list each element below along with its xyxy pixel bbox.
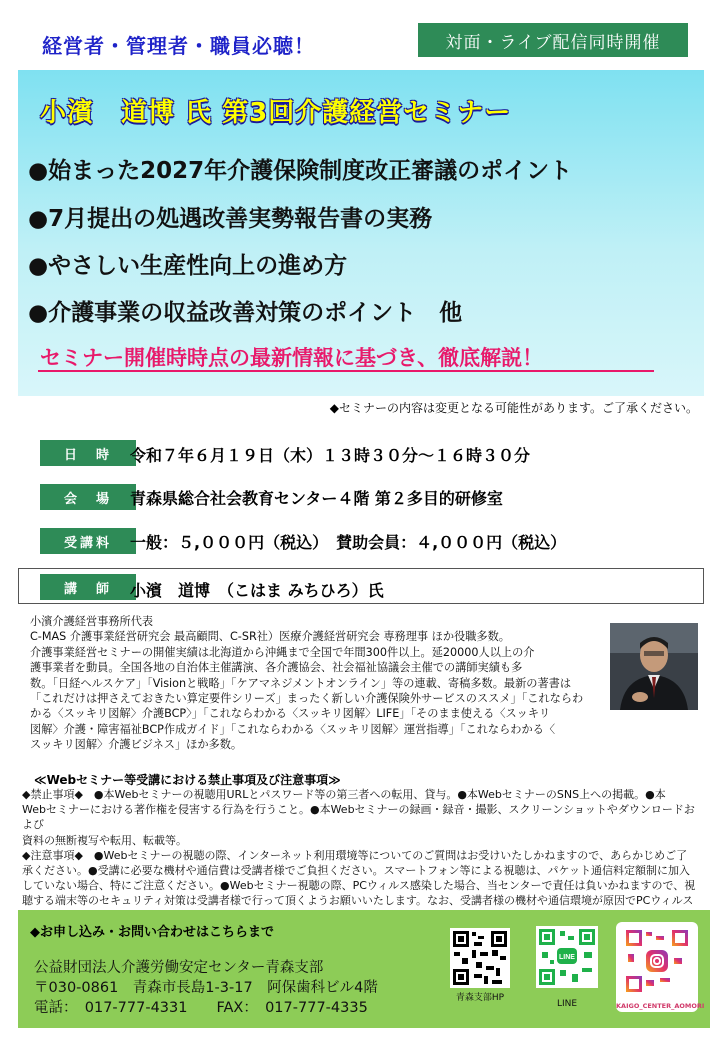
person-icon [610,623,698,710]
prohibition-line: ◆禁止事項◆ ●本Webセミナーの視聴用URLとパスワード等の第三者への転用、貸与。●本WebセミナーのSNS上への掲載。●本 [22,788,666,801]
bullet-icon: ● [28,300,49,326]
prohibition-line: 聴する端末等のセキュリティ対策は受講者様で行って頂くようお願いいたします。なお、受講者様の機材や通信環境が原因でPCウィルス [22,894,694,908]
lecturer-name: 小濱 道博 （こはま みちひろ）氏 [130,581,384,600]
hp-qr-caption: 青森支部HP [455,993,505,1003]
topic-point [28,152,572,185]
fee-label: 受講料 [40,528,136,554]
bio-line: 小濱介護経営事務所代表 [30,615,154,628]
venue-label: 会 場 [40,484,136,510]
instagram-qr-icon [616,922,698,996]
topic-text: 7月提出の処遇改善実勢報告書の実務 [48,206,433,232]
topic-point [28,294,462,327]
line-qr-caption: LINE [556,999,578,1009]
date-value: 令和７年６月１９日（木）１３時３０分～１６時３０分 [130,446,531,465]
prohibition-line: 承ください。●受講に必要な機材や通信費は受講者様でご負担ください。スマートフォン等による視聴は、パケット通信料定額制に加入 [22,864,690,878]
prohibitions-title: ≪Webセミナー等受講における禁止事項及び注意事項≫ [34,773,341,787]
bullet-icon: ● [28,206,49,232]
hp-qr-code[interactable] [450,928,510,988]
topic-text: 介護事業の収益改善対策のポイント 他 [48,300,463,326]
line-logo-text: LINE [559,954,575,961]
bio-line: 護事業者を動員。全国各地の自治体主催講演、各介護協会、社会福祉協議会主催での講師実績も多 [30,661,523,675]
topic-point [28,247,347,280]
prohibition-line: 資料の無断複写や転用、転載等。 [22,833,187,847]
contact-org: 公益財団法人介護労働安定センター青森支部 [34,960,324,976]
lead-text: 経営者・管理者・職員必聴！ [42,34,315,58]
fee-value: 一般：５,０００円（税込） 賛助会員：４,０００円（税込） [130,533,567,552]
emphasis-text: セミナー開催時時点の最新情報に基づき、徹底解説！ [40,346,544,370]
topic-text: 始まった2027年介護保険制度改正審議のポイント [48,158,573,184]
qr-code-icon [450,928,510,988]
topic-text: やさしい生産性向上の進め方 [48,253,348,279]
date-label: 日 時 [40,440,136,466]
line-qr-icon [536,926,598,988]
topic-point [28,200,432,233]
bio-line: かる〈スッキリ図解〉介護BCP〉」「これならわかる〈スッキリ図解〉LIFE」「そのまま使える〈スッキリ [30,707,551,721]
contact-address: 〒030-0861 青森市長島1-3-17 阿保歯科ビル4階 [34,980,378,996]
lecturer-label: 講 師 [40,574,136,600]
format-badge: 対面・ライブ配信同時開催 [418,23,688,57]
contact-heading: ◆お申し込み・お問い合わせはこちらまで [30,925,274,940]
prohibition-line: Webセミナーにおける著作権を侵害する行為を行うこと。●本Webセミナーの録画・録音・撮影、スクリーンショットやダウンロードおよび [22,803,695,832]
change-notice: ◆セミナーの内容は変更となる可能性があります。ご了承ください。 [329,401,698,415]
bullet-icon: ● [28,158,49,184]
bio-line: スッキリ図解〉介護ビジネス」ほか多数。 [30,738,243,752]
lecturer-photo [610,623,698,710]
bio-line: 図解〉介護・障害福祉BCP作成ガイド」「これならわかる〈スッキリ図解〉運営指導」「これならわかる〈 [30,722,556,736]
instagram-caption: KAIGO_CENTER_AOMORI [616,1002,705,1010]
seminar-title: 小濱 道博 氏 第3回介護経営セミナー [40,98,512,128]
bio-line: 数。「日経ヘルスケア」「Visionと戦略」「ケアマネジメントオンライン」等の連載、寄稿多数。最新の著書は [30,676,572,690]
emphasis-underline [38,370,654,372]
bio-line: 介護事業経営セミナーの開催実績は北海道から沖縄まで全国で年間300件以上。延20000人以上の介 [30,645,535,659]
instagram-qr-card[interactable] [616,922,705,1012]
prohibition-line: していない場合、特にご注意ください。●Webセミナー視聴の際、PCウィルス感染した場合、当センターで責任は負いかねますので、視 [22,879,696,893]
contact-phone: 電話： 017-777-4331 FAX： 017-777-4335 [34,1000,368,1016]
bullet-icon: ● [28,253,49,279]
bio-line: 「これだけは押さえておきたい算定要件シリーズ」まったく新しい介護保険外サービスのススメ」「これならわ [30,692,584,706]
venue-value: 青森県総合社会教育センター４階 第２多目的研修室 [130,489,503,508]
line-qr-code[interactable] [536,926,598,988]
prohibitions-text [22,787,702,924]
bio-line: C-MAS 介護事業経営研究会 最高顧問、C-SR社）医療介護経営研究会 専務理事 ほか役職多数。 [30,630,510,644]
lecturer-bio [30,614,604,753]
prohibition-line: ◆注意事項◆ ●Webセミナーの視聴の際、インターネット利用環境等についてのご質問はお受けいたしかねますので、あらかじめご了 [22,848,688,862]
